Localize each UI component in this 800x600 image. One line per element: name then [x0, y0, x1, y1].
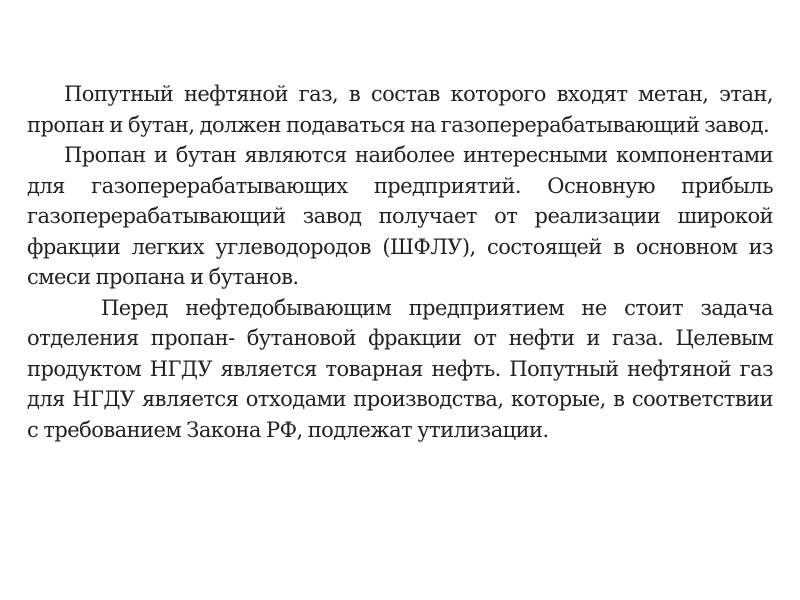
paragraph-propane-butane: Пропан и бутан являются наиболее интересными компонентами для газоперерабатывающих предприятий. Основную прибыль газоперерабатывающий завод получает от реализации широкой фракции легких углеводородов (ШФЛУ), состоящей в основном из смеси пропана и бутанов. [27, 143, 773, 289]
paragraph-ngdu-task: Перед нефтедобывающим предприятием не стоит задача отделения пропан- бутановой фракции от нефти и газа. Целевым продуктом НГДУ является товарная нефть. Попутный нефтяной газ для НГДУ является отходами производства, которые, в соответствии с требованием Закона РФ, подлежат утилизации. [27, 295, 773, 442]
paragraph-associated-gas: Попутный нефтяной газ, в состав которого входят метан, этан, пропан и бутан, должен подаваться на газоперерабатывающий завод. [27, 82, 773, 137]
body-text [27, 79, 773, 445]
